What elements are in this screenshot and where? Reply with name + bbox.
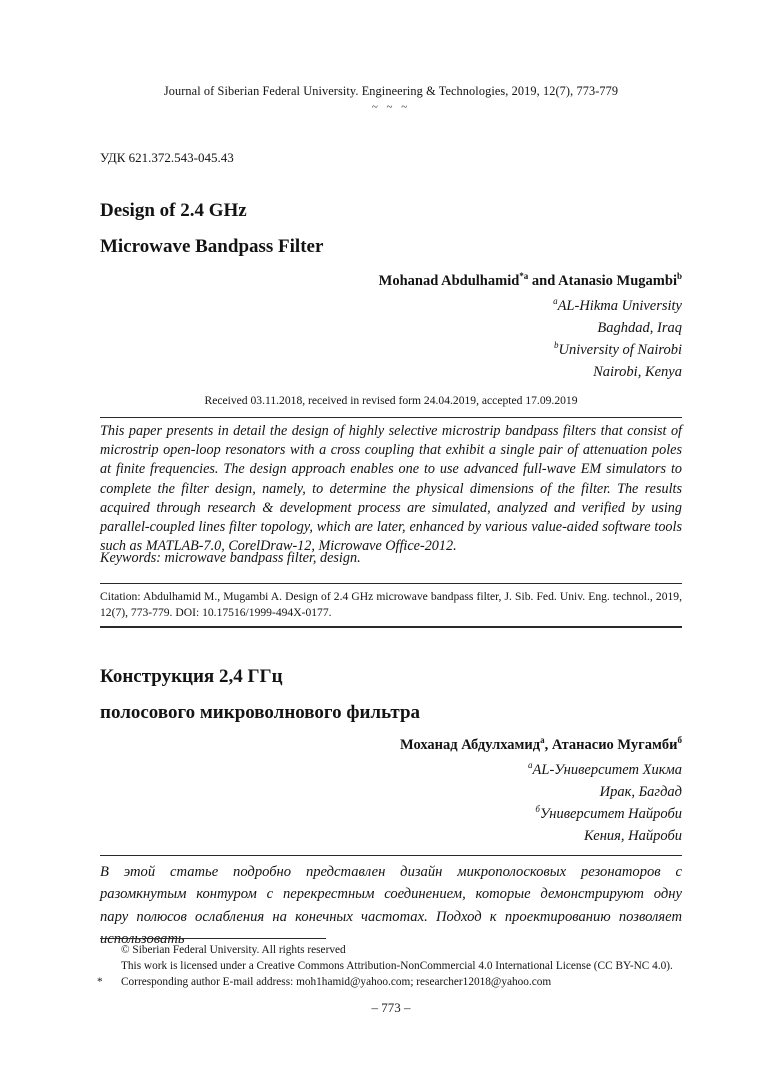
article-title-ru-line2: полосового микроволнового фильтра: [100, 702, 421, 723]
article-title-en-line1: Design of 2.4 GHz: [100, 200, 247, 221]
keywords-en: Keywords: microwave bandpass filter, design.: [100, 550, 361, 566]
article-title-ru-line1: Конструкция 2,4 ГГц: [100, 666, 283, 687]
author1-ru: Моханад Абдулхамид: [399, 737, 541, 753]
affiliation-text: Ирак, Багдад: [599, 784, 682, 800]
horizontal-rule: [100, 583, 682, 584]
affiliation-superscript: б: [535, 804, 540, 815]
author1-en-superscript: *a: [519, 271, 529, 282]
citation-block: Citation: Abdulhamid M., Mugambi A. Design of 2.4 GHz microwave bandpass filter, J. Sib. Fed. Univ. Eng. technol., 2019, 12(7), 773-779. DOI: 10.17516/1999-494X-0177.: [100, 590, 682, 619]
copyright-line: [100, 942, 682, 958]
affiliation-text: Кения, Найроби: [584, 828, 682, 844]
affiliation-ru-line: [100, 825, 682, 847]
page-number: – 773 –: [371, 1000, 411, 1015]
tilde-separator: ~ ~ ~: [371, 101, 411, 113]
authors-ru-conjunction: ,: [544, 737, 552, 753]
affiliation-ru-line: [100, 781, 682, 803]
copyright-text: © Siberian Federal University. All rights reserved: [121, 944, 346, 956]
affiliation-text: University of Nairobi: [558, 342, 682, 358]
affiliation-text: Университет Найроби: [539, 806, 682, 822]
article-title-en-line2: Microwave Bandpass Filter: [100, 236, 324, 257]
authors-ru-names: [100, 737, 682, 754]
corresponding-author-text: Corresponding author E-mail address: moh1hamid@yahoo.com; researcher12018@yahoo.com: [121, 976, 552, 988]
footnotes-block: [97, 942, 682, 990]
udc-code: УДК 621.372.543-045.43: [100, 150, 234, 165]
footnote-separator-rule: [100, 938, 326, 939]
affiliation-text: AL-Hikma University: [557, 298, 682, 314]
affiliation-superscript: а: [528, 760, 533, 771]
license-line: [100, 958, 682, 974]
corresponding-author-line: [97, 974, 682, 990]
affiliation-text: AL-Университет Хикма: [532, 762, 682, 778]
authors-en-names: [100, 273, 682, 290]
horizontal-rule: [100, 626, 682, 628]
article-title-ru: [100, 659, 682, 731]
affiliation-ru-line: [100, 803, 682, 825]
license-text: This work is licensed under a Creative Commons Attribution-NonCommercial 4.0 International License (CC BY-NC 4.0).: [121, 960, 673, 972]
horizontal-rule: [100, 855, 682, 856]
asterisk-marker: *: [97, 976, 103, 988]
authors-en-conjunction: and: [528, 273, 559, 289]
author1-en: Mohanad Abdulhamid: [378, 273, 520, 289]
affiliation-en-line: [100, 295, 682, 317]
author2-ru: Атанасио Мугамби: [551, 737, 678, 753]
author2-en: Atanasio Mugambi: [558, 273, 677, 289]
affiliation-text: Baghdad, Iraq: [597, 320, 682, 336]
received-dates-line: Received 03.11.2018, received in revised form 24.04.2019, accepted 17.09.2019: [204, 394, 578, 407]
affiliation-superscript: a: [553, 296, 558, 307]
journal-header: Journal of Siberian Federal University. Engineering & Technologies, 2019, 12(7), 773-779: [163, 84, 619, 98]
abstract-en: This paper presents in detail the design of highly selective microstrip bandpass filters that consist of microstrip open-loop resonators with a cross coupling that exhibit a single pair of attenuation poles at finite frequencies. The design approach enables one to use advanced full-wave EM simulators to complete the filter design, namely, to determine the physical dimensions of the filter. The results acquired through research & development process are simulated, analyzed and verified by using parallel-coupled lines filter topology, which are later, enhanced by various value-aided software tools such as MATLAB-7.0, CorelDraw-12, Microwave Office-2012.: [100, 423, 682, 555]
abstract-ru: В этой статье подробно представлен дизайн микрополосковых резонаторов с разомкнутым контуром с перекрестным соединением, которые демонстрируют одну пару полюсов ослабления на конечных частотах. Подход к проектированию позволяет использовать: [100, 864, 682, 948]
affiliation-text: Nairobi, Kenya: [593, 364, 682, 380]
author2-en-superscript: b: [676, 271, 682, 282]
horizontal-rule: [100, 417, 682, 418]
affiliation-superscript: b: [553, 340, 559, 351]
affiliation-ru-line: [100, 759, 682, 781]
affiliation-en-line: [100, 317, 682, 339]
authors-ru-block: [100, 737, 682, 847]
author1-ru-superscript: а: [540, 735, 545, 746]
affiliation-en-line: [100, 339, 682, 361]
affiliation-en-line: [100, 361, 682, 383]
author2-ru-superscript: б: [677, 735, 682, 746]
article-title-en: [100, 193, 682, 265]
authors-en-block: [100, 273, 682, 383]
